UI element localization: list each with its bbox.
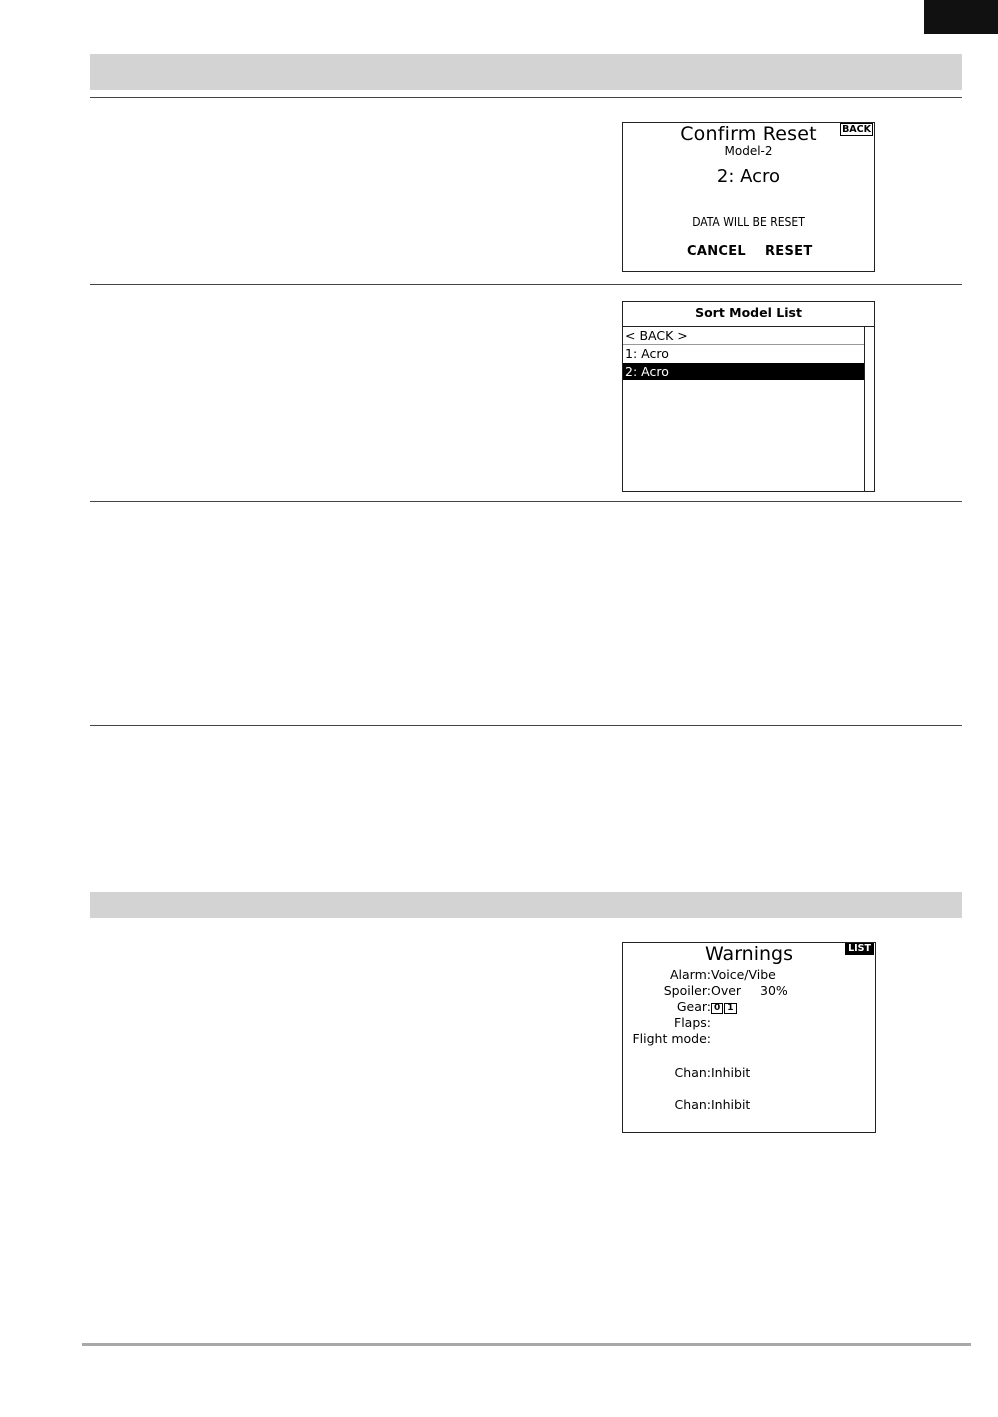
spoiler-percent: 30%: [760, 983, 788, 998]
list-item-back[interactable]: < BACK >: [623, 327, 864, 345]
warnings-screen: [622, 942, 876, 1133]
footer-rule: [82, 1343, 971, 1346]
screen-title: Sort Model List: [623, 302, 874, 327]
alarm-value: Voice/Vibe: [711, 967, 776, 982]
flight-mode-label: Flight mode:: [632, 1031, 711, 1046]
gear-position-box[interactable]: 0: [711, 1003, 723, 1014]
section-header-band: [90, 892, 962, 918]
scrollbar[interactable]: [865, 327, 874, 491]
alarm-label: Alarm:: [670, 967, 711, 982]
list-button[interactable]: LIST: [845, 943, 874, 955]
model-name: 2: Acro: [716, 166, 781, 187]
spoiler-label: Spoiler:: [663, 983, 711, 998]
reset-button[interactable]: RESET: [765, 244, 813, 259]
screen-title: Warnings: [704, 943, 793, 965]
sort-model-list-screen: [622, 301, 875, 492]
channel-row[interactable]: [623, 1097, 877, 1113]
spoiler-row[interactable]: [623, 983, 877, 999]
list-item[interactable]: 1: Acro: [625, 346, 669, 361]
model-subtitle: Model-2: [724, 144, 773, 158]
gear-row[interactable]: [623, 999, 877, 1015]
gear-label: Gear:: [676, 999, 711, 1014]
channel-row[interactable]: [623, 1065, 877, 1081]
section-header-band: [90, 54, 962, 90]
page-tab-marker: [924, 0, 998, 34]
channel-value: Inhibit: [711, 1065, 751, 1080]
confirm-reset-screen: [622, 122, 875, 272]
model-list: [623, 327, 865, 491]
channel-value: Inhibit: [711, 1097, 751, 1112]
flaps-row[interactable]: [623, 1015, 877, 1031]
reset-warning-text: DATA WILL BE RESET: [692, 215, 805, 229]
gear-position-box[interactable]: 1: [724, 1003, 736, 1014]
divider: [90, 284, 962, 285]
divider: [90, 725, 962, 726]
channel-label: Chan:: [674, 1097, 711, 1112]
channel-label: Chan:: [674, 1065, 711, 1080]
flaps-label: Flaps:: [674, 1015, 711, 1030]
divider: [90, 501, 962, 502]
spoiler-value: Over: [711, 983, 742, 998]
gear-positions: [711, 999, 738, 1015]
flight-mode-row[interactable]: [623, 1031, 877, 1047]
alarm-row[interactable]: [623, 967, 877, 983]
screen-title: Confirm Reset: [680, 123, 817, 145]
cancel-button[interactable]: CANCEL: [687, 244, 746, 259]
back-button[interactable]: BACK: [842, 124, 871, 135]
list-item-selected[interactable]: 2: Acro: [623, 363, 864, 380]
divider: [90, 97, 962, 98]
